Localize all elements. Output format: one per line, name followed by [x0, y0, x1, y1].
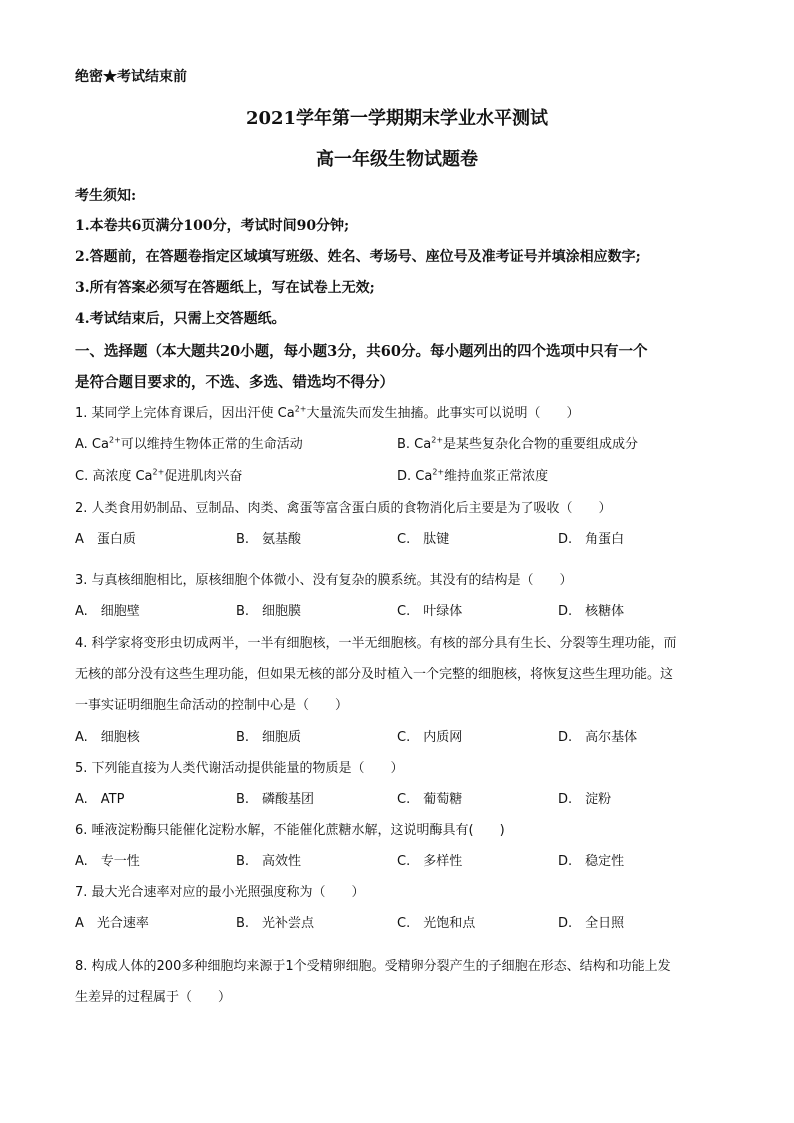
- confidential-label: 绝密★考试结束前: [75, 69, 187, 85]
- note-item: 4.考试结束后，只需上交答题纸。: [75, 311, 286, 327]
- question-3-option-a: A. 细胞壁: [75, 604, 140, 619]
- section-heading-cont: 是符合题目要求的，不选、多选、错选均不得分）: [75, 374, 394, 391]
- stem-text: 大量流失而发生抽搐。此事实可以说明（ ）: [306, 406, 580, 421]
- note-item: 1.本卷共6页满分100分，考试时间90分钟;: [75, 218, 350, 234]
- question-3-option-d: D. 核糖体: [558, 604, 625, 619]
- question-8-stem-line-2: 生差异的过程属于（ ）: [75, 990, 232, 1005]
- question-3-option-b: B. 细胞膜: [236, 604, 302, 619]
- question-4-option-b: B. 细胞质: [236, 730, 302, 745]
- question-1-option-d: [397, 465, 548, 484]
- question-6-option-d: D. 稳定性: [558, 854, 625, 869]
- question-3-stem: 3. 与真核细胞相比，原核细胞个体微小、没有复杂的膜系统。其没有的结构是（ ）: [75, 573, 573, 588]
- option-text: B. Ca: [397, 437, 432, 452]
- superscript: 2+: [294, 404, 307, 414]
- question-4-option-c: C. 内质网: [397, 730, 463, 745]
- question-1-option-a: [75, 433, 303, 452]
- question-3-option-c: C. 叶绿体: [397, 604, 463, 619]
- question-2-option-c: C. 肽键: [397, 532, 450, 547]
- question-4-option-d: D. 高尔基体: [558, 730, 638, 745]
- note-item: 2.答题前，在答题卷指定区域填写班级、姓名、考场号、座位号及准考证号并填涂相应数字;: [75, 249, 641, 265]
- question-7-option-c: C. 光饱和点: [397, 916, 476, 931]
- question-2-stem: 2. 人类食用奶制品、豆制品、肉类、禽蛋等富含蛋白质的食物消化后主要是为了吸收（ ）: [75, 501, 612, 516]
- question-7-option-b: B. 光补尝点: [236, 916, 315, 931]
- superscript: 2+: [108, 435, 121, 445]
- exam-title: 2021学年第一学期期末学业水平测试: [245, 108, 549, 129]
- option-text: 可以维持生物体正常的生命活动: [120, 437, 303, 452]
- question-4-stem-line-1: 4. 科学家将变形虫切成两半，一半有细胞核，一半无细胞核。有核的部分具有生长、分裂等生理功能，而: [75, 636, 677, 651]
- question-5-stem: 5. 下列能直接为人类代谢活动提供能量的物质是（ ）: [75, 761, 404, 776]
- question-1-stem: [75, 402, 580, 421]
- option-text: D. Ca: [397, 469, 433, 484]
- superscript: 2+: [431, 435, 444, 445]
- question-4-option-a: A. 细胞核: [75, 730, 140, 745]
- section-heading: 一、选择题（本大题共20小题，每小题3分，共60分。每小题列出的四个选项中只有一个: [75, 343, 648, 360]
- question-6-option-a: A. 专一性: [75, 854, 140, 869]
- question-7-option-a: A 光合速率: [75, 916, 149, 931]
- question-1-option-c: [75, 465, 242, 484]
- question-5-option-a: A. ATP: [75, 792, 125, 807]
- exam-subtitle: 高一年级生物试题卷: [316, 149, 478, 170]
- superscript: 2+: [432, 467, 445, 477]
- question-5-option-c: C. 葡萄糖: [397, 792, 463, 807]
- notes-heading: 考生须知:: [75, 188, 137, 204]
- question-6-option-b: B. 高效性: [236, 854, 302, 869]
- option-text: 是某些复杂化合物的重要组成成分: [443, 437, 639, 452]
- option-text: 维持血浆正常浓度: [444, 469, 549, 484]
- question-7-option-d: D. 全日照: [558, 916, 625, 931]
- question-7-stem: 7. 最大光合速率对应的最小光照强度称为（ ）: [75, 885, 365, 900]
- question-6-stem: 6. 唾液淀粉酶只能催化淀粉水解，不能催化蔗糖水解，这说明酶具有( ): [75, 823, 505, 838]
- question-5-option-b: B. 磷酸基团: [236, 792, 315, 807]
- superscript: 2+: [152, 467, 165, 477]
- question-4-stem-line-2: 无核的部分没有这些生理功能，但如果无核的部分及时植入一个完整的细胞核，将恢复这些生理功能。这: [75, 667, 674, 682]
- note-item: 3.所有答案必须写在答题纸上，写在试卷上无效;: [75, 280, 375, 296]
- option-text: C. 高浓度 Ca: [75, 469, 153, 484]
- option-text: 促进肌肉兴奋: [164, 469, 243, 484]
- question-2-option-b: B. 氨基酸: [236, 532, 302, 547]
- question-5-option-d: D. 淀粉: [558, 792, 612, 807]
- question-8-stem-line-1: 8. 构成人体的200多种细胞均来源于1个受精卵细胞。受精卵分裂产生的子细胞在形态、结构和功能上发: [75, 959, 671, 974]
- question-1-option-b: [397, 433, 638, 452]
- question-4-stem-line-3: 一事实证明细胞生命活动的控制中心是（ ）: [75, 698, 349, 713]
- question-2-option-d: D. 角蛋白: [558, 532, 625, 547]
- stem-text: 1. 某同学上完体育课后，因出汗使 Ca: [75, 406, 295, 421]
- option-text: A. Ca: [75, 437, 109, 452]
- question-2-option-a: A 蛋白质: [75, 532, 136, 547]
- question-6-option-c: C. 多样性: [397, 854, 463, 869]
